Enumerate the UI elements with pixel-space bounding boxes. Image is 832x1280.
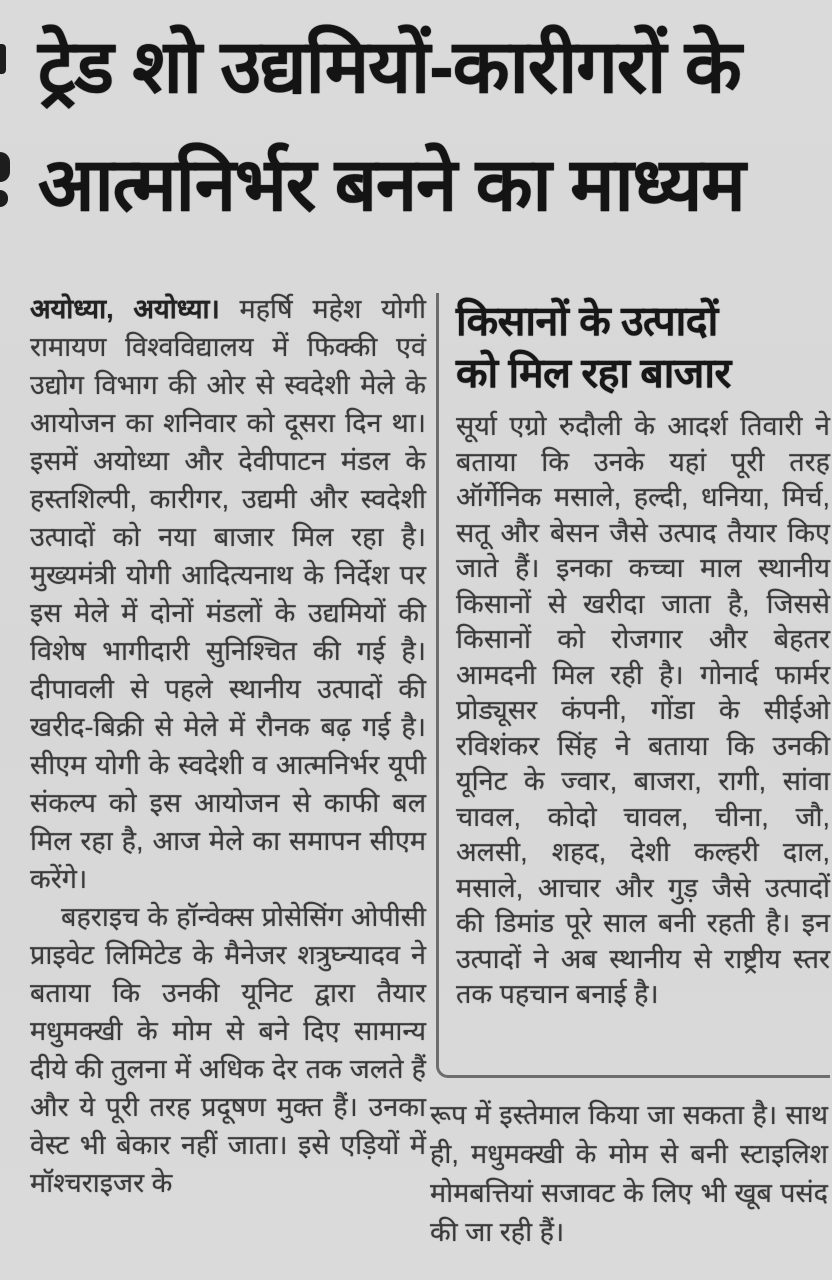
paragraph-1-text: महर्षि महेश योगी रामायण विश्वविद्यालय में फिक्की एवं उद्योग विभाग की ओर से स्वदेशी मेले के आयोजन का शनिवार को दूसरा दिन था। इसमें अयोध्या और देवीपाटन मंडल के हस्तशिल्पी, कारीगर, उद्यमी और स्वदेशी उत्पादों को नया बाजार मिल रहा है। मुख्यमंत्री योगी आदित्यनाथ के निर्देश पर इस मेले में दोनों मंडलों के उद्यमियों की विशेष भागीदारी सुनिश्चित की गई है। दीपावली से पहले स्थानीय उत्पादों की खरीद-बिक्री से मेले में रौनक बढ़ गई है। सीएम योगी के स्वदेशी व आत्मनिर्भर यूपी संकल्प को इस आयोजन से काफी बल मिल रहा है, आज मेले का समापन सीएम करेंगे। (30, 294, 426, 894)
sidebar-headline-line-2: को मिल रहा बाजार (456, 350, 731, 396)
sidebar-headline (456, 295, 830, 399)
article-paragraph-2: बहराइच के हॉन्वेक्स प्रोसेसिंग ओपीसी प्राइवेट लिमिटेड के मैनेजर शत्रुघ्न्यादव ने बताया कि उनकी यूनिट द्वारा तैयार मधुमक्खी के मोम से बने दिए सामान्य दीये की तुलना में अधिक देर तक जलते हैं और ये पूरी तरह प्रदूषण मुक्त हैं। उनका वेस्ट भी बेकार नहीं जाता। इसे एड़ियों में मॉश्चराइजर के (30, 902, 426, 1198)
cut-off-print-artifact (0, 152, 10, 182)
sidebar-headline-line-1: किसानों के उत्पादों (456, 298, 718, 344)
article-continuation-paragraph: रूप में इस्तेमाल किया जा सकता है। साथ ही, मधुमक्खी के मोम से बनी स्टाइलिश मोमबत्तियां सजावट के लिए भी खूब पसंद की जा रही हैं। (430, 1100, 828, 1247)
sidebar-body-text: सूर्या एग्रो रुदौली के आदर्श तिवारी ने बताया कि उनके यहां पूरी तरह ऑर्गेनिक मसाले, हल्दी, धनिया, मिर्च, सतू और बेसन जैसे उत्पाद तैयार किए जाते हैं। इनका कच्चा माल स्थानीय किसानों से खरीदा जाता है, जिससे किसानों को रोजगार और बेहतर आमदनी मिल रही है। गोनार्द फार्मर प्रोड्यूसर कंपनी, गोंडा के सीईओ रविशंकर सिंह ने बताया कि उनकी यूनिट के ज्वार, बाजरा, रागी, सांवा चावल, कोदो चावल, चीना, जौ, अलसी, शहद, देशी कल्हरी दाल, मसाले, आचार और गुड़ जैसे उत्पादों की डिमांड पूरे साल बनी रहती है। इन उत्पादों ने अब स्थानीय से राष्ट्रीय स्तर तक पहचान बनाई है। (456, 411, 830, 1009)
sidebar-story-box (436, 293, 830, 1078)
headline-line-2: आत्मनिर्भर बनने का माध्यम (38, 143, 745, 226)
article-left-column (30, 290, 426, 1202)
article-paragraph-1 (30, 290, 426, 898)
headline-line-1: ट्रेड शो उद्यमियों-कारीगरों के (38, 25, 741, 108)
article-headline (38, 8, 820, 244)
cut-off-print-artifact (0, 44, 6, 74)
dateline: अयोध्या, अयोध्या। (30, 294, 220, 324)
cut-off-print-artifact (0, 190, 8, 207)
